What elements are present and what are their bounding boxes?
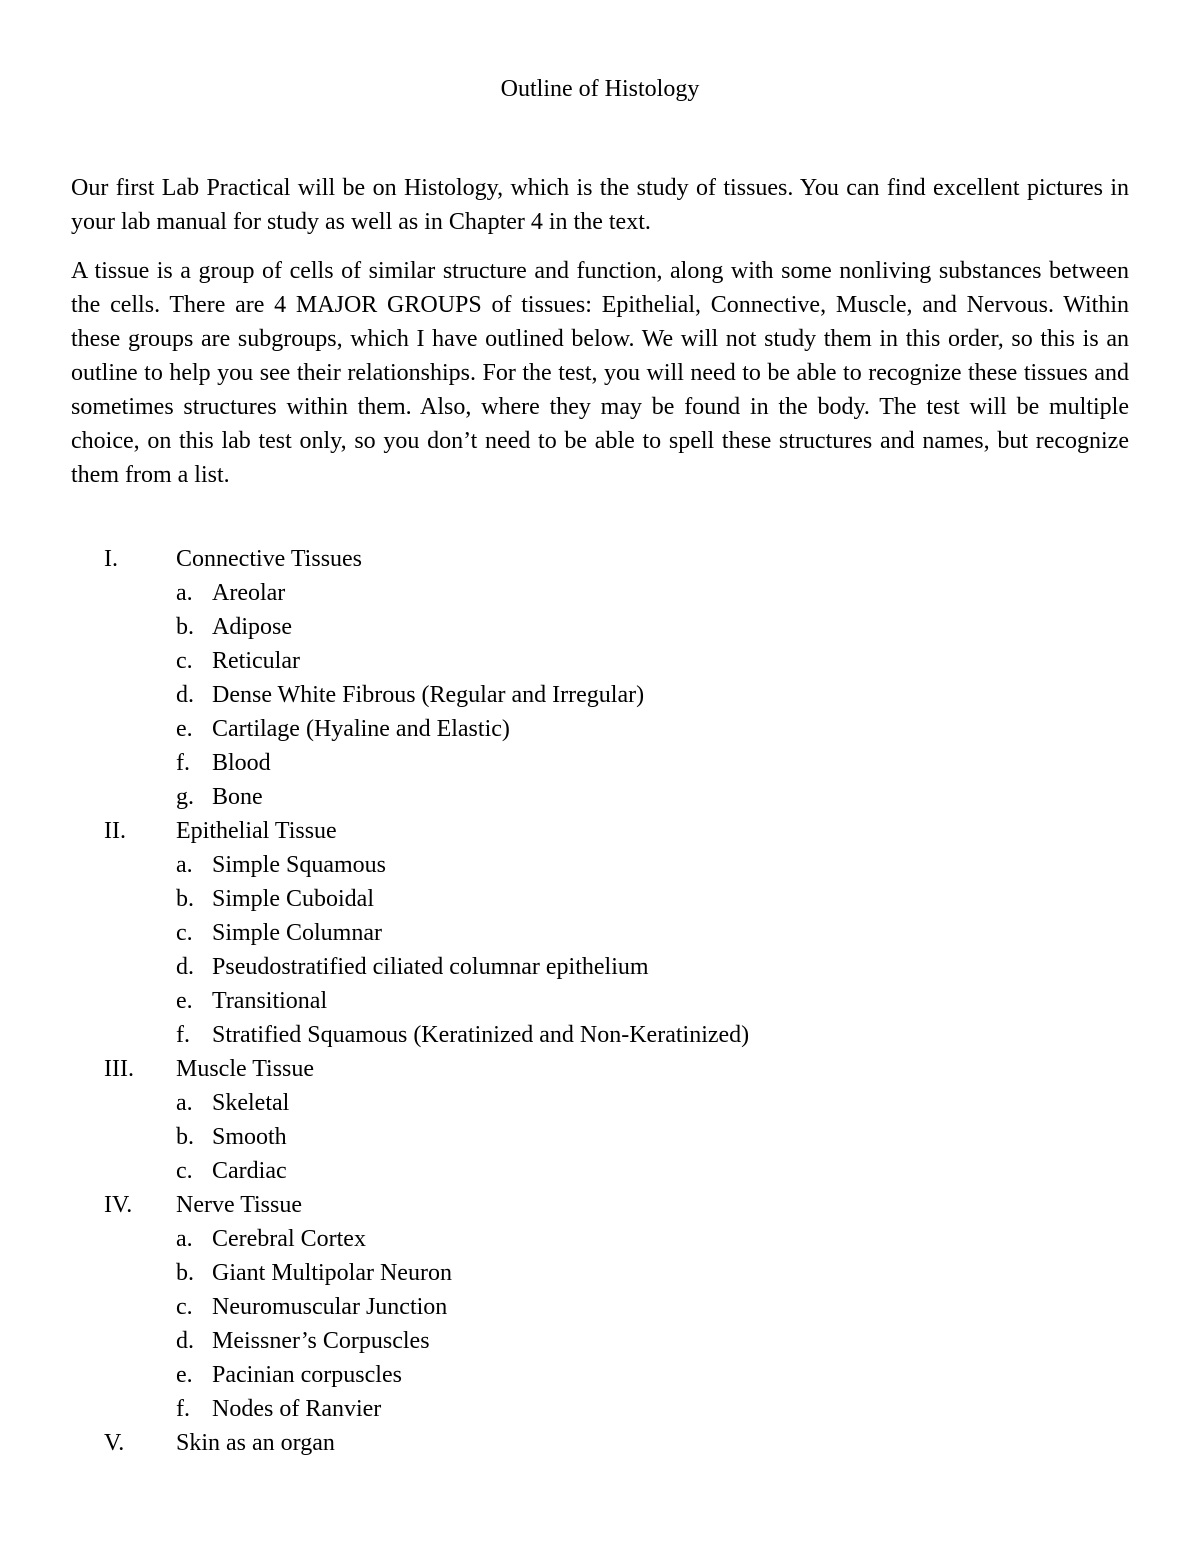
section-label: Nerve Tissue <box>176 1192 303 1218</box>
subitem-letter: c. <box>176 1294 193 1320</box>
outline-section <box>0 1188 1200 1222</box>
subitem-label: Skeletal <box>212 1090 290 1116</box>
outline-subitem <box>0 610 1200 644</box>
subitem-label: Nodes of Ranvier <box>212 1396 382 1422</box>
subitem-label: Stratified Squamous (Keratinized and Non-Keratinized) <box>212 1022 750 1048</box>
subitem-letter: a. <box>176 580 193 606</box>
outline-subitem <box>0 746 1200 780</box>
subitem-label: Cerebral Cortex <box>212 1226 366 1252</box>
subitem-letter: b. <box>176 886 194 912</box>
subitem-letter: d. <box>176 954 194 980</box>
page-title: Outline of Histology <box>500 76 700 102</box>
outline-subitem <box>0 712 1200 746</box>
subitem-label: Adipose <box>212 614 292 640</box>
subitem-label: Simple Cuboidal <box>212 886 374 912</box>
subitem-letter: f. <box>176 1396 190 1422</box>
subitem-letter: f. <box>176 1022 190 1048</box>
subitem-letter: e. <box>176 988 193 1014</box>
subitem-letter: f. <box>176 750 190 776</box>
section-label: Muscle Tissue <box>176 1056 315 1082</box>
subitem-label: Pacinian corpuscles <box>212 1362 402 1388</box>
outline-subitem <box>0 1392 1200 1426</box>
subitem-label: Cartilage (Hyaline and Elastic) <box>212 716 510 742</box>
subitem-label: Cardiac <box>212 1158 287 1184</box>
outline-section <box>0 1426 1200 1460</box>
subitem-letter: a. <box>176 1090 193 1116</box>
subitem-letter: d. <box>176 1328 194 1354</box>
outline-subitem <box>0 1222 1200 1256</box>
section-label: Epithelial Tissue <box>176 818 337 844</box>
subitem-label: Giant Multipolar Neuron <box>212 1260 452 1286</box>
outline-subitem <box>0 576 1200 610</box>
subitem-label: Bone <box>212 784 263 810</box>
subitem-label: Reticular <box>212 648 300 674</box>
subitem-letter: b. <box>176 614 194 640</box>
subitem-label: Meissner’s Corpuscles <box>212 1328 430 1354</box>
intro-paragraph: Our first Lab Practical will be on Histology, which is the study of tissues. You can find excellent pictures in your lab manual for study as well as in Chapter 4 in the text. <box>71 175 1129 235</box>
outline-section <box>0 542 1200 576</box>
outline-section <box>0 1052 1200 1086</box>
subitem-label: Transitional <box>212 988 328 1014</box>
subitem-letter: c. <box>176 920 193 946</box>
outline-subitem <box>0 1324 1200 1358</box>
subitem-label: Pseudostratified ciliated columnar epithelium <box>212 954 649 980</box>
outline-section <box>0 814 1200 848</box>
outline-subitem <box>0 1358 1200 1392</box>
section-numeral: I. <box>104 546 118 572</box>
subitem-label: Neuromuscular Junction <box>212 1294 448 1320</box>
subitem-label: Smooth <box>212 1124 287 1150</box>
subitem-label: Blood <box>212 750 271 776</box>
outline-subitem <box>0 780 1200 814</box>
section-label: Connective Tissues <box>176 546 363 572</box>
subitem-letter: b. <box>176 1124 194 1150</box>
section-numeral: II. <box>104 818 126 844</box>
outline-subitem <box>0 644 1200 678</box>
subitem-label: Simple Squamous <box>212 852 387 878</box>
subitem-letter: a. <box>176 1226 193 1252</box>
section-label: Skin as an organ <box>176 1430 335 1456</box>
outline-subitem <box>0 984 1200 1018</box>
subitem-label: Dense White Fibrous (Regular and Irregular) <box>212 682 645 708</box>
histology-outline <box>0 542 1200 1460</box>
subitem-label: Simple Columnar <box>212 920 382 946</box>
outline-subitem <box>0 678 1200 712</box>
outline-subitem <box>0 1120 1200 1154</box>
outline-subitem <box>0 882 1200 916</box>
subitem-letter: e. <box>176 1362 193 1388</box>
subitem-label: Areolar <box>212 580 286 606</box>
outline-subitem <box>0 1086 1200 1120</box>
outline-subitem <box>0 848 1200 882</box>
subitem-letter: d. <box>176 682 194 708</box>
subitem-letter: g. <box>176 784 194 810</box>
subitem-letter: a. <box>176 852 193 878</box>
outline-subitem <box>0 916 1200 950</box>
section-numeral: V. <box>104 1430 125 1456</box>
subitem-letter: e. <box>176 716 193 742</box>
outline-subitem <box>0 1256 1200 1290</box>
section-numeral: IV. <box>104 1192 133 1218</box>
subitem-letter: c. <box>176 1158 193 1184</box>
outline-subitem <box>0 950 1200 984</box>
outline-subitem <box>0 1290 1200 1324</box>
subitem-letter: b. <box>176 1260 194 1286</box>
subitem-letter: c. <box>176 648 193 674</box>
section-numeral: III. <box>104 1056 134 1082</box>
outline-subitem <box>0 1154 1200 1188</box>
outline-subitem <box>0 1018 1200 1052</box>
tissue-definition-paragraph: A tissue is a group of cells of similar structure and function, along with some nonliving substances between the cells. There are 4 MAJOR GROUPS of tissues: Epithelial, Connective, Muscle, and Nervous. Within these groups are subgroups, which I have outlined below. We will not study them in this order, so this is an outline to help you see their relationships. For the test, you will need to be able to recognize these tissues and sometimes structures within them. Also, where they may be found in the body. The test will be multiple choice, on this lab test only, so you don’t need to be able to spell these structures and names, but recognize them from a list. <box>71 258 1129 488</box>
